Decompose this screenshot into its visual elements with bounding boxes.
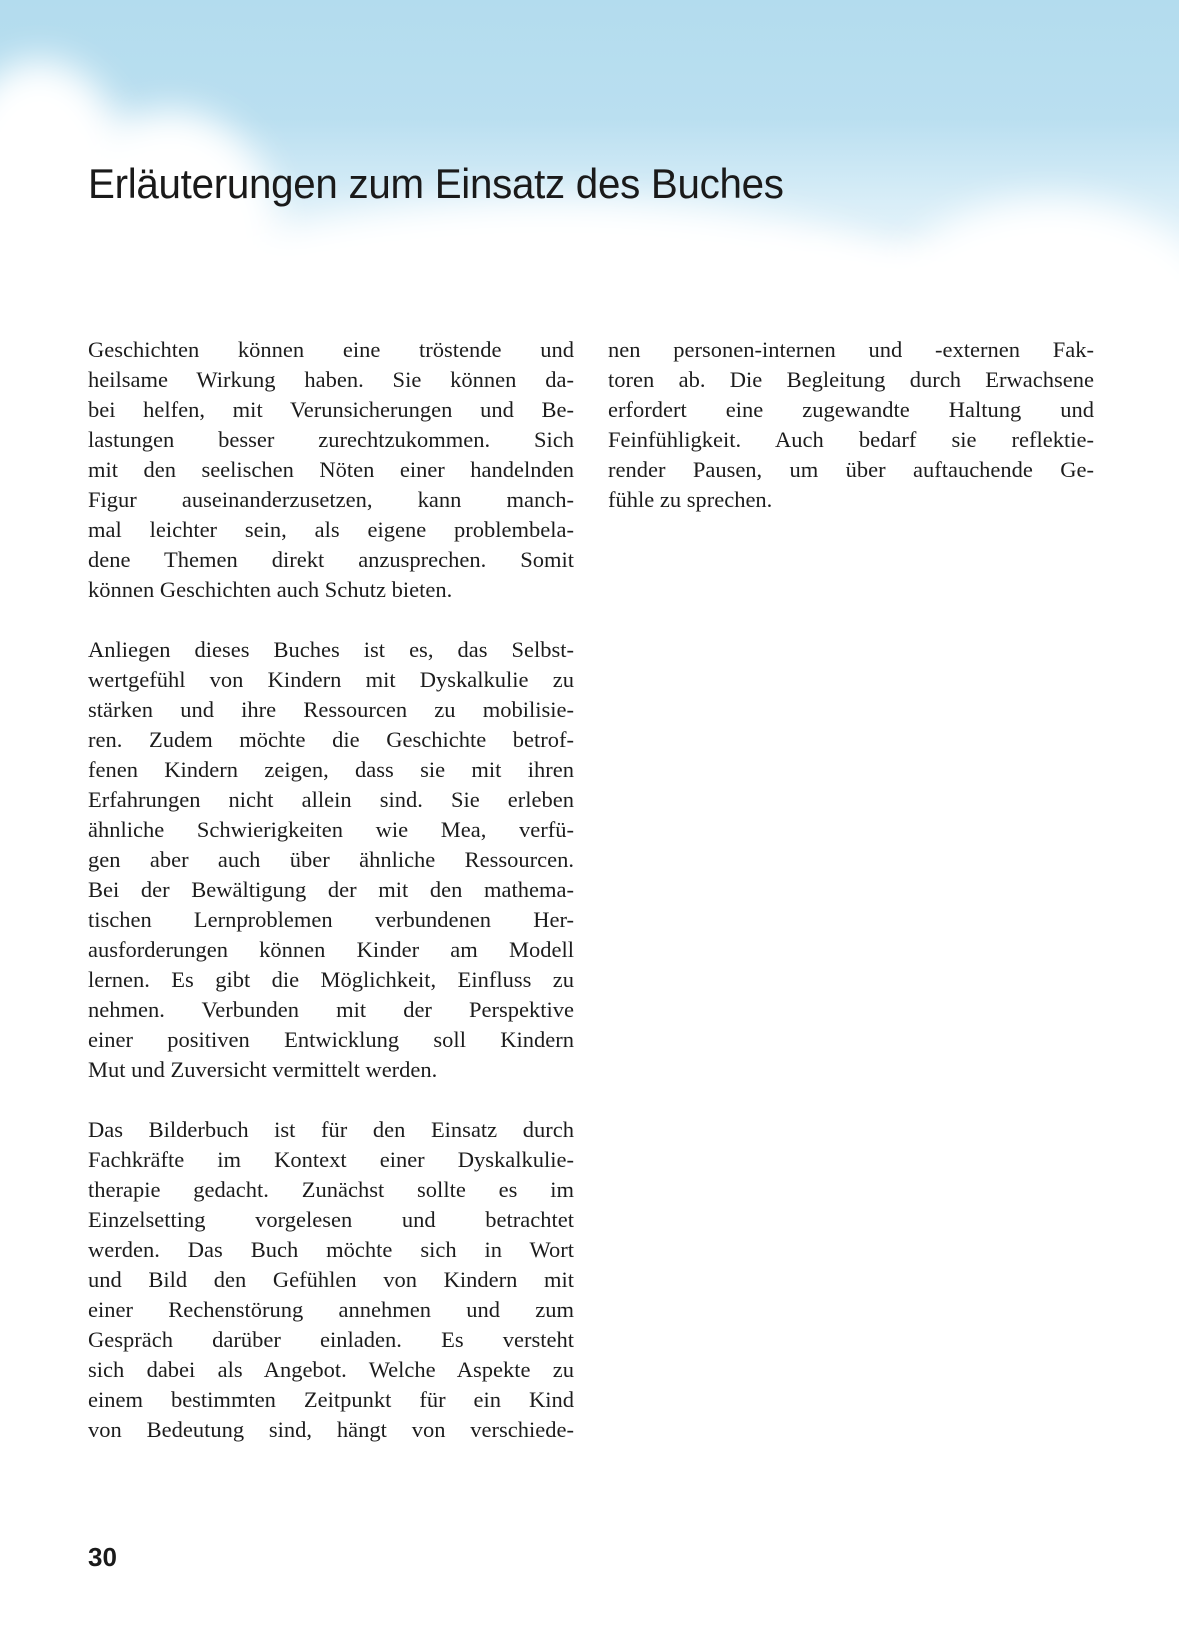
text-line: mit den seelischen Nöten einer handelnden: [88, 457, 574, 482]
text-line: Geschichten können eine tröstende und: [88, 337, 574, 362]
text-line: und Bild den Gefühlen von Kindern mit: [88, 1267, 574, 1292]
text-line: Erfahrungen nicht allein sind. Sie erleben: [88, 787, 574, 812]
paragraph-2: [88, 635, 574, 1085]
text-line: sich dabei als Angebot. Welche Aspekte zu: [88, 1357, 574, 1382]
text-line: Einzelsetting vorgelesen und betrachtet: [88, 1207, 574, 1232]
text-line: Gespräch darüber einladen. Es versteht: [88, 1327, 574, 1352]
text-line: lastungen besser zurechtzukommen. Sich: [88, 427, 574, 452]
text-line: können Geschichten auch Schutz bieten.: [88, 577, 453, 602]
paragraph-4: [608, 335, 1094, 515]
text-line: ausforderungen können Kinder am Modell: [88, 937, 574, 962]
text-line: bei helfen, mit Verunsicherungen und Be-: [88, 397, 574, 422]
text-line: nehmen. Verbunden mit der Perspektive: [88, 997, 574, 1022]
text-line: von Bedeutung sind, hängt von verschiede-: [88, 1417, 574, 1442]
right-column: [608, 335, 1094, 515]
text-line: toren ab. Die Begleitung durch Erwachsene: [608, 367, 1094, 392]
text-line: heilsame Wirkung haben. Sie können da-: [88, 367, 574, 392]
text-line: Mut und Zuversicht vermittelt werden.: [88, 1057, 438, 1082]
text-line: tischen Lernproblemen verbundenen Her-: [88, 907, 574, 932]
text-line: fühle zu sprechen.: [608, 487, 773, 512]
text-line: einer Rechenstörung annehmen und zum: [88, 1297, 574, 1322]
text-line: lernen. Es gibt die Möglichkeit, Einfluss zu: [88, 967, 574, 992]
text-line: gen aber auch über ähnliche Ressourcen.: [88, 847, 574, 872]
text-line: einer positiven Entwicklung soll Kindern: [88, 1027, 574, 1052]
text-line: render Pausen, um über auftauchende Ge-: [608, 457, 1094, 482]
left-column: [88, 335, 574, 1445]
text-line: Feinfühligkeit. Auch bedarf sie reflektie-: [608, 427, 1094, 452]
text-line: fenen Kindern zeigen, dass sie mit ihren: [88, 757, 574, 782]
text-line: Fachkräfte im Kontext einer Dyskalkulie-: [88, 1147, 574, 1172]
text-line: erfordert eine zugewandte Haltung und: [608, 397, 1094, 422]
paragraph-3: [88, 1115, 574, 1445]
text-line: Das Bilderbuch ist für den Einsatz durch: [88, 1117, 574, 1142]
text-line: stärken und ihre Ressourcen zu mobilisie-: [88, 697, 574, 722]
text-line: Figur auseinanderzusetzen, kann manch-: [88, 487, 574, 512]
text-line: mal leichter sein, als eigene problembela-: [88, 517, 574, 542]
text-line: Anliegen dieses Buches ist es, das Selbst-: [88, 637, 574, 662]
text-line: ren. Zudem möchte die Geschichte betrof-: [88, 727, 574, 752]
text-line: nen personen-internen und -externen Fak-: [608, 337, 1094, 362]
text-line: ähnliche Schwierigkeiten wie Mea, verfü-: [88, 817, 574, 842]
text-line: wertgefühl von Kindern mit Dyskalkulie zu: [88, 667, 574, 692]
page-title: Erläuterungen zum Einsatz des Buches: [88, 160, 784, 207]
text-line: dene Themen direkt anzusprechen. Somit: [88, 547, 574, 572]
page-number: 30: [88, 1542, 117, 1572]
text-line: Bei der Bewältigung der mit den mathema-: [88, 877, 574, 902]
text-line: werden. Das Buch möchte sich in Wort: [88, 1237, 574, 1262]
paragraph-1: [88, 335, 574, 605]
text-line: therapie gedacht. Zunächst sollte es im: [88, 1177, 574, 1202]
text-line: einem bestimmten Zeitpunkt für ein Kind: [88, 1387, 574, 1412]
